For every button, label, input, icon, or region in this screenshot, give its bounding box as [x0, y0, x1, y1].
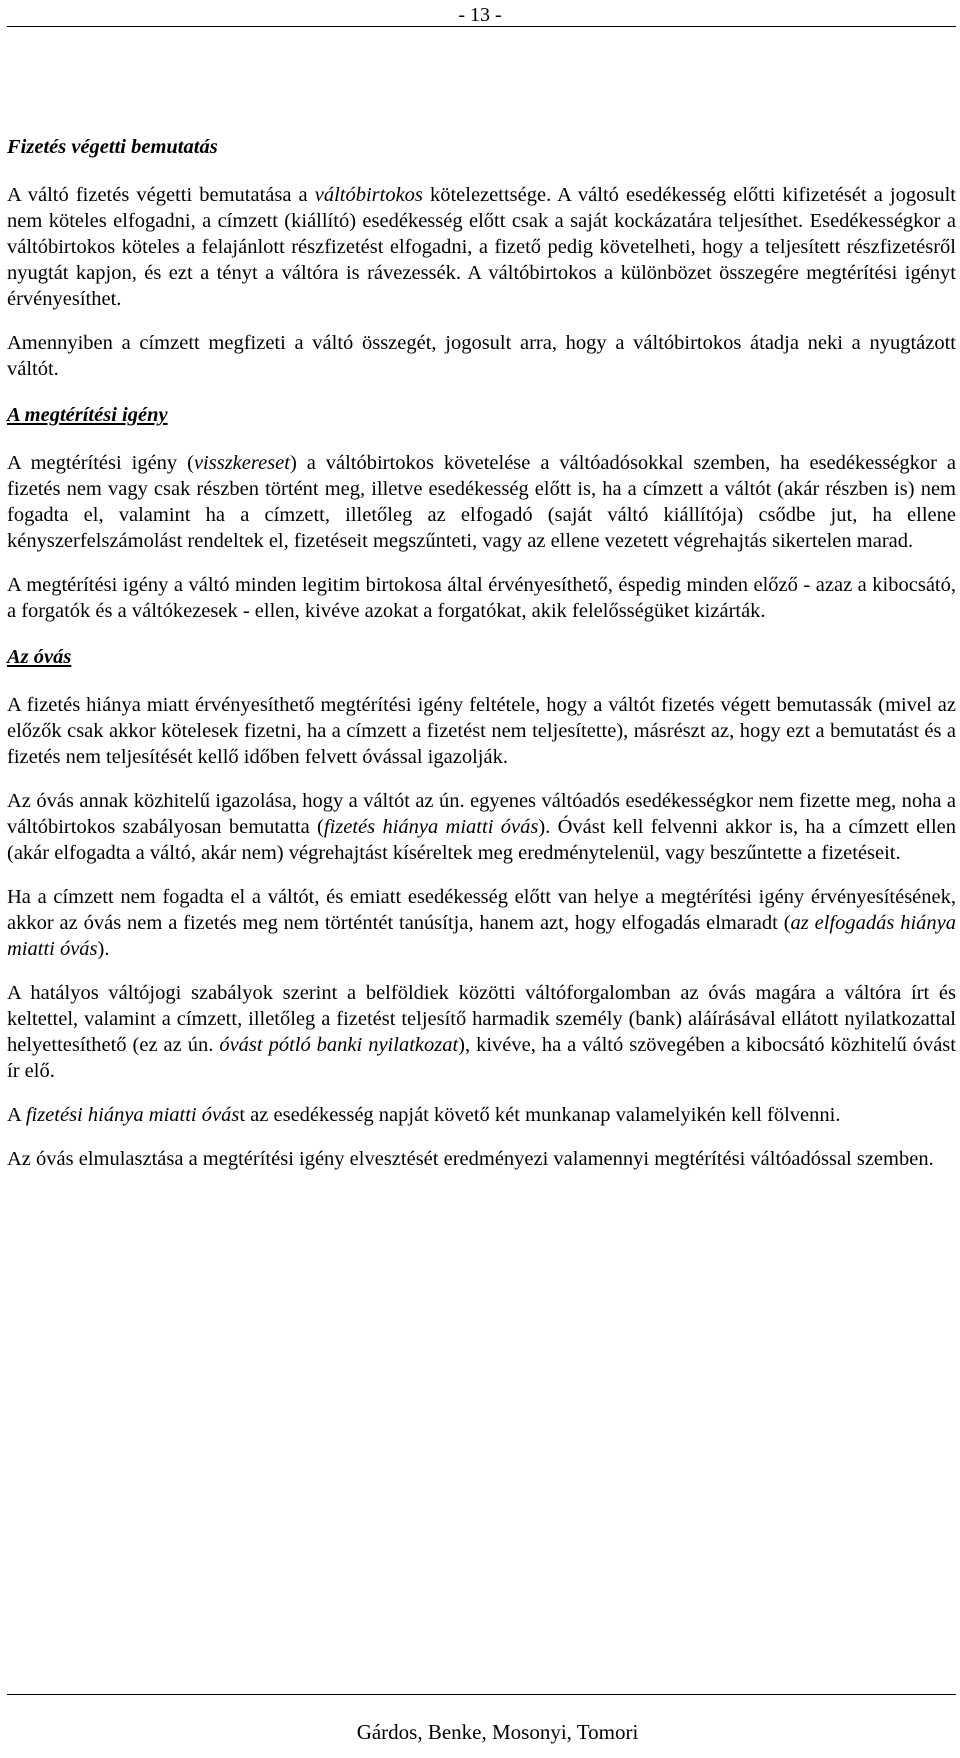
italic-term: az elfogadás hiánya miatti óvás [7, 912, 956, 960]
header-rule [7, 26, 956, 27]
paragraph: A fizetési hiánya miatti óvást az esedékesség napját követő két munkanap valamelyikén kell fölvenni. [7, 1104, 841, 1126]
section-heading-fizetes: Fizetés végetti bemutatás [7, 136, 218, 158]
footer-rule [7, 1694, 956, 1695]
paragraph: Az óvás elmulasztása a megtérítési igény elvesztését eredményezi valamennyi megtérítési váltóadóssal szemben. [7, 1148, 934, 1170]
page-number: - 13 - [458, 4, 502, 26]
footer-authors: Gárdos, Benke, Mosonyi, Tomori [356, 1720, 639, 1744]
section-heading-megteritesi: A megtérítési igény [7, 404, 168, 426]
italic-term: visszkereset [193, 452, 290, 474]
italic-term: fizetés hiánya miatti óvás [323, 816, 539, 838]
italic-term: váltóbirtokos [314, 184, 423, 206]
paragraph: Amennyiben a címzett megfizeti a váltó összegét, jogosult arra, hogy a váltóbirtokos átadja neki a nyugtázott váltót. [7, 332, 956, 380]
document-body [7, 132, 956, 1172]
section-heading-ovas: Az óvás [7, 646, 72, 668]
paragraph: A megtérítési igény a váltó minden legitim birtokosa által érvényesíthető, éspedig minden előző - azaz a kibocsátó, a forgatók és a váltókezesek - ellen, kivéve azokat a forgatókat, akik felelősségüket kizárták. [7, 574, 956, 622]
italic-term: fizetési hiánya miatti óvás [25, 1104, 240, 1126]
paragraph: A váltó fizetés végetti bemutatása a váltóbirtokos kötelezettsége. A váltó esedékesség előtti kifizetését a jogosult nem köteles elfogadni, a címzett (kiállító) esedékesség előtt csak a saját kockázatára teljesíthet. Esedékességkor a váltóbirtokos köteles a felajánlott részfizetést elfogadni, a fizető pedig követelheti, hogy a teljesített részfizetésről nyugtát kapjon, és ezt a tényt a váltóra is rávezessék. A váltóbirtokos a különbözet összegére megtérítési igényt érvényesíthet. [7, 184, 956, 310]
paragraph: A hatályos váltójogi szabályok szerint a belföldiek közötti váltóforgalomban az óvás magára a váltóra írt és keltettel, valamint a címzett, illetőleg a fizetést teljesítő harmadik személy (bank) aláírásával ellátott nyilatkozattal helyettesíthető (ez az ún. óvást pótló banki nyilatkozat), kivéve, ha a váltó szövegében a kibocsátó közhitelű óvást ír elő. [7, 982, 956, 1082]
paragraph: Ha a címzett nem fogadta el a váltót, és emiatt esedékesség előtt van helye a megtérítési igény érvényesítésének, akkor az óvás nem a fizetés meg nem történtét tanúsítja, hanem azt, hogy elfogadás elmaradt (az elfogadás hiánya miatti óvás). [7, 886, 956, 960]
paragraph: A megtérítési igény (visszkereset) a váltóbirtokos követelése a váltóadósokkal szemben, ha esedékességkor a fizetés nem vagy csak részben történt meg, illetve esedékesség előtt is, ha a címzett a váltót (akár részben is) nem fogadta el, valamint ha a címzett, illetőleg az elfogadó (saját váltó kiállítója) csődbe jut, ha ellene kényszerfelszámolást rendeltek el, fizetéseit megszűnteti, vagy az ellene vezetett végrehajtás sikertelen marad. [7, 452, 956, 552]
paragraph: A fizetés hiánya miatt érvényesíthető megtérítési igény feltétele, hogy a váltót fizetés végett bemutassák (mivel az előzők csak akkor kötelesek fizetni, ha a címzett a fizetést nem teljesítette), másrészt az, hogy ezt a bemutatást és a fizetés nem teljesítését kellő időben felvett óvással igazolják. [7, 694, 956, 768]
paragraph: Az óvás annak közhitelű igazolása, hogy a váltót az ún. egyenes váltóadós esedékességkor nem fizette meg, noha a váltóbirtokos szabályosan bemutatta (fizetés hiánya miatti óvás). Óvást kell felvenni akkor is, ha a címzett ellen (akár elfogadta a váltó, akár nem) végrehajtást kíséreltek meg eredménytelenül, vagy beszűntette a fizetéseit. [7, 790, 957, 864]
italic-term: óvást pótló banki nyilatkozat [219, 1034, 459, 1056]
